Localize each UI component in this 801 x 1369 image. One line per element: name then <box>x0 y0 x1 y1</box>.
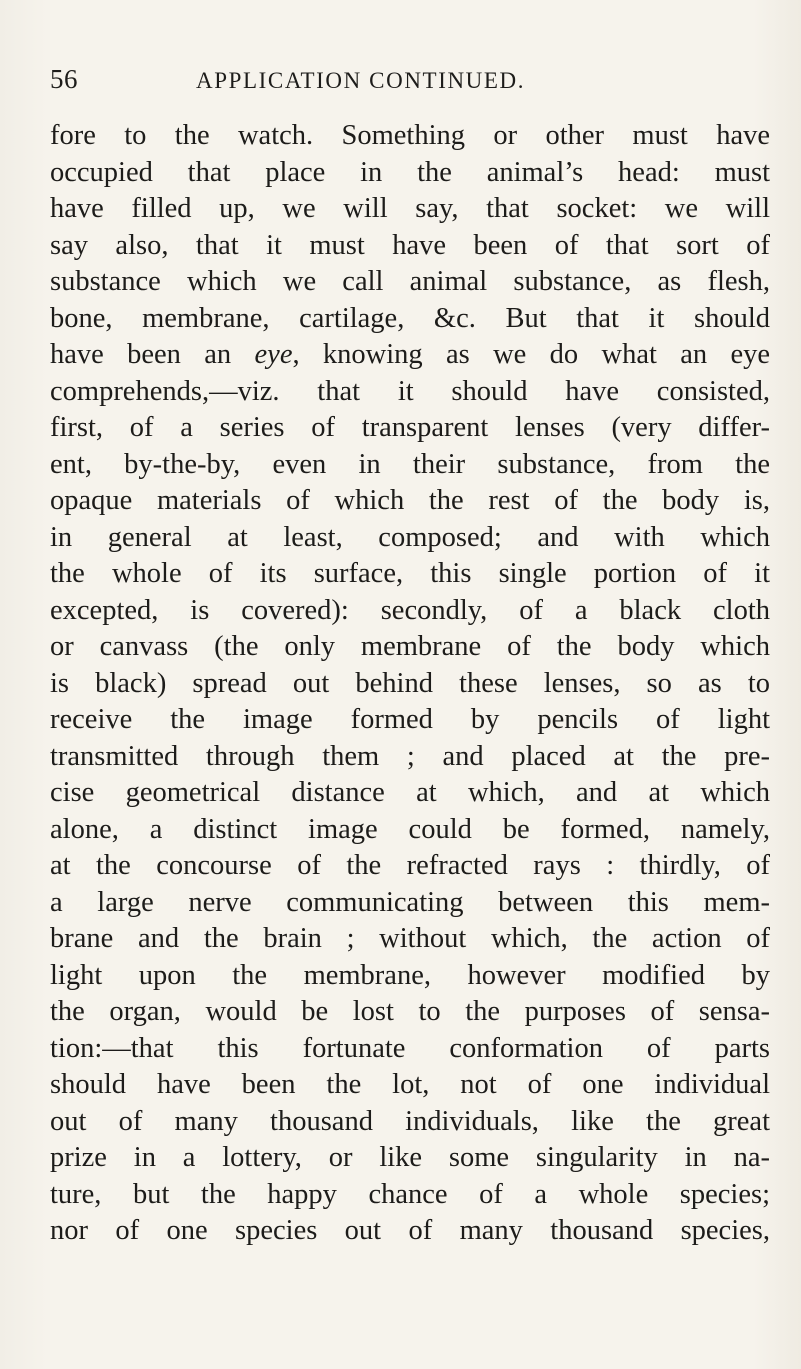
text-line: or canvass (the only membrane of the body which <box>50 631 770 662</box>
line-segment: , knowing as we do what an eye <box>292 339 771 370</box>
text-line: out of many thousand individuals, like the great <box>50 1105 770 1137</box>
text-line: should have been the lot, not of one individual <box>50 1069 770 1100</box>
text-line: occupied that place in the animal’s head: must <box>50 156 770 188</box>
page-number: 56 <box>50 64 78 94</box>
text-line: first, of a series of transparent lenses (very differ- <box>50 412 770 443</box>
text-line: is black) spread out behind these lenses, so as to <box>50 667 770 699</box>
text-line: transmitted through them ; and placed at the pre- <box>50 740 770 772</box>
text-line: a large nerve communicating between this mem- <box>50 886 770 918</box>
body-text <box>50 118 770 1250</box>
text-line: in general at least, composed; and with which <box>50 521 770 553</box>
text-line: substance which we call animal substance, as flesh, <box>50 266 770 297</box>
text-line: ent, by-the-by, even in their substance, from the <box>50 448 770 480</box>
text-line: say also, that it must have been of that sort of <box>50 229 770 261</box>
text-line: nor of one species out of many thousand species, <box>50 1215 770 1246</box>
text-line: prize in a lottery, or like some singularity in na- <box>50 1142 770 1173</box>
text-line: have filled up, we will say, that socket: we will <box>50 193 770 224</box>
text-line: ture, but the happy chance of a whole species; <box>50 1178 770 1210</box>
text-line-with-emphasis <box>50 337 770 374</box>
text-line: brane and the brain ; without which, the action of <box>50 923 770 954</box>
text-line: light upon the membrane, however modified by <box>50 959 770 991</box>
text-line: excepted, is covered): secondly, of a black cloth <box>50 594 770 626</box>
text-line: bone, membrane, cartilage, &c. But that it should <box>50 302 770 334</box>
line-segment: have been an <box>50 339 255 370</box>
text-line: the organ, would be lost to the purposes of sensa- <box>50 996 770 1027</box>
text-line: opaque materials of which the rest of the body is, <box>50 485 770 516</box>
text-line: the whole of its surface, this single portion of it <box>50 558 770 589</box>
text-line: fore to the watch. Something or other must have <box>50 120 770 151</box>
text-line: comprehends,—viz. that it should have consisted, <box>50 375 770 407</box>
text-line: receive the image formed by pencils of light <box>50 704 770 735</box>
text-line: cise geometrical distance at which, and at which <box>50 777 770 808</box>
text-line: alone, a distinct image could be formed, namely, <box>50 813 770 845</box>
running-head: APPLICATION CONTINUED. <box>196 68 526 93</box>
emphasized-word: eye <box>254 339 293 370</box>
page-header <box>50 64 750 104</box>
text-line: tion:—that this fortunate conformation of parts <box>50 1032 770 1064</box>
text-line: at the concourse of the refracted rays : thirdly, of <box>50 850 770 881</box>
